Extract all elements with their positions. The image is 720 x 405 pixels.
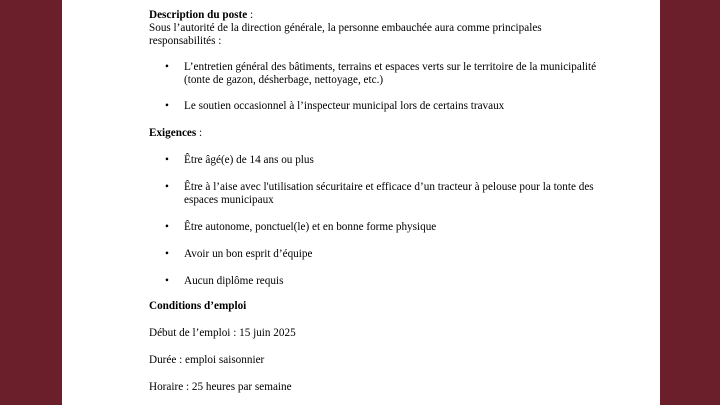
document-content: [149, 9, 609, 394]
requirements-list: [149, 154, 609, 288]
requirements-heading-line: [149, 127, 609, 140]
list-item: • Être à l’aise avec l'utilisation sécuritaire et efficace d’un tracteur à pelouse pour la tonte des espaces municipaux: [165, 181, 594, 206]
bullet-icon: •: [165, 248, 169, 260]
conditions-heading: Conditions d’emploi: [149, 300, 247, 312]
start-date: Début de l’emploi : 15 juin 2025: [149, 327, 296, 339]
bullet-icon: •: [165, 154, 169, 166]
requirements-heading: Exigences: [149, 127, 197, 139]
description-heading: Description du poste: [149, 9, 248, 21]
list-item: • Aucun diplôme requis: [165, 275, 284, 287]
description-heading-line: [149, 9, 609, 22]
list-item: • Avoir un bon esprit d’équipe: [165, 248, 313, 260]
bullet-icon: •: [165, 100, 169, 112]
description-heading-suffix: :: [247, 9, 254, 21]
list-item: • Le soutien occasionnel à l’inspecteur municipal lors de certains travaux: [165, 100, 505, 112]
bullet-icon: •: [165, 275, 169, 287]
bullet-icon: •: [165, 61, 169, 73]
bullet-icon: •: [165, 181, 169, 193]
requirements-heading-suffix: :: [196, 127, 203, 139]
document-page: [62, 0, 660, 405]
duration: Durée : emploi saisonnier: [149, 354, 265, 366]
schedule: Horaire : 25 heures par semaine: [149, 381, 292, 393]
responsibilities-list: [149, 61, 609, 113]
list-item: • L’entretien général des bâtiments, terrains et espaces verts sur le territoire de la municipalité (tonte de gazon, désherbage, nettoyage, etc.): [165, 61, 597, 86]
list-item: • Être âgé(e) de 14 ans ou plus: [165, 154, 314, 166]
bullet-icon: •: [165, 221, 169, 233]
description-intro: Sous l’autorité de la direction générale, la personne embauchée aura comme principales responsabilités :: [149, 22, 542, 47]
list-item: • Être autonome, ponctuel(le) et en bonne forme physique: [165, 221, 437, 233]
